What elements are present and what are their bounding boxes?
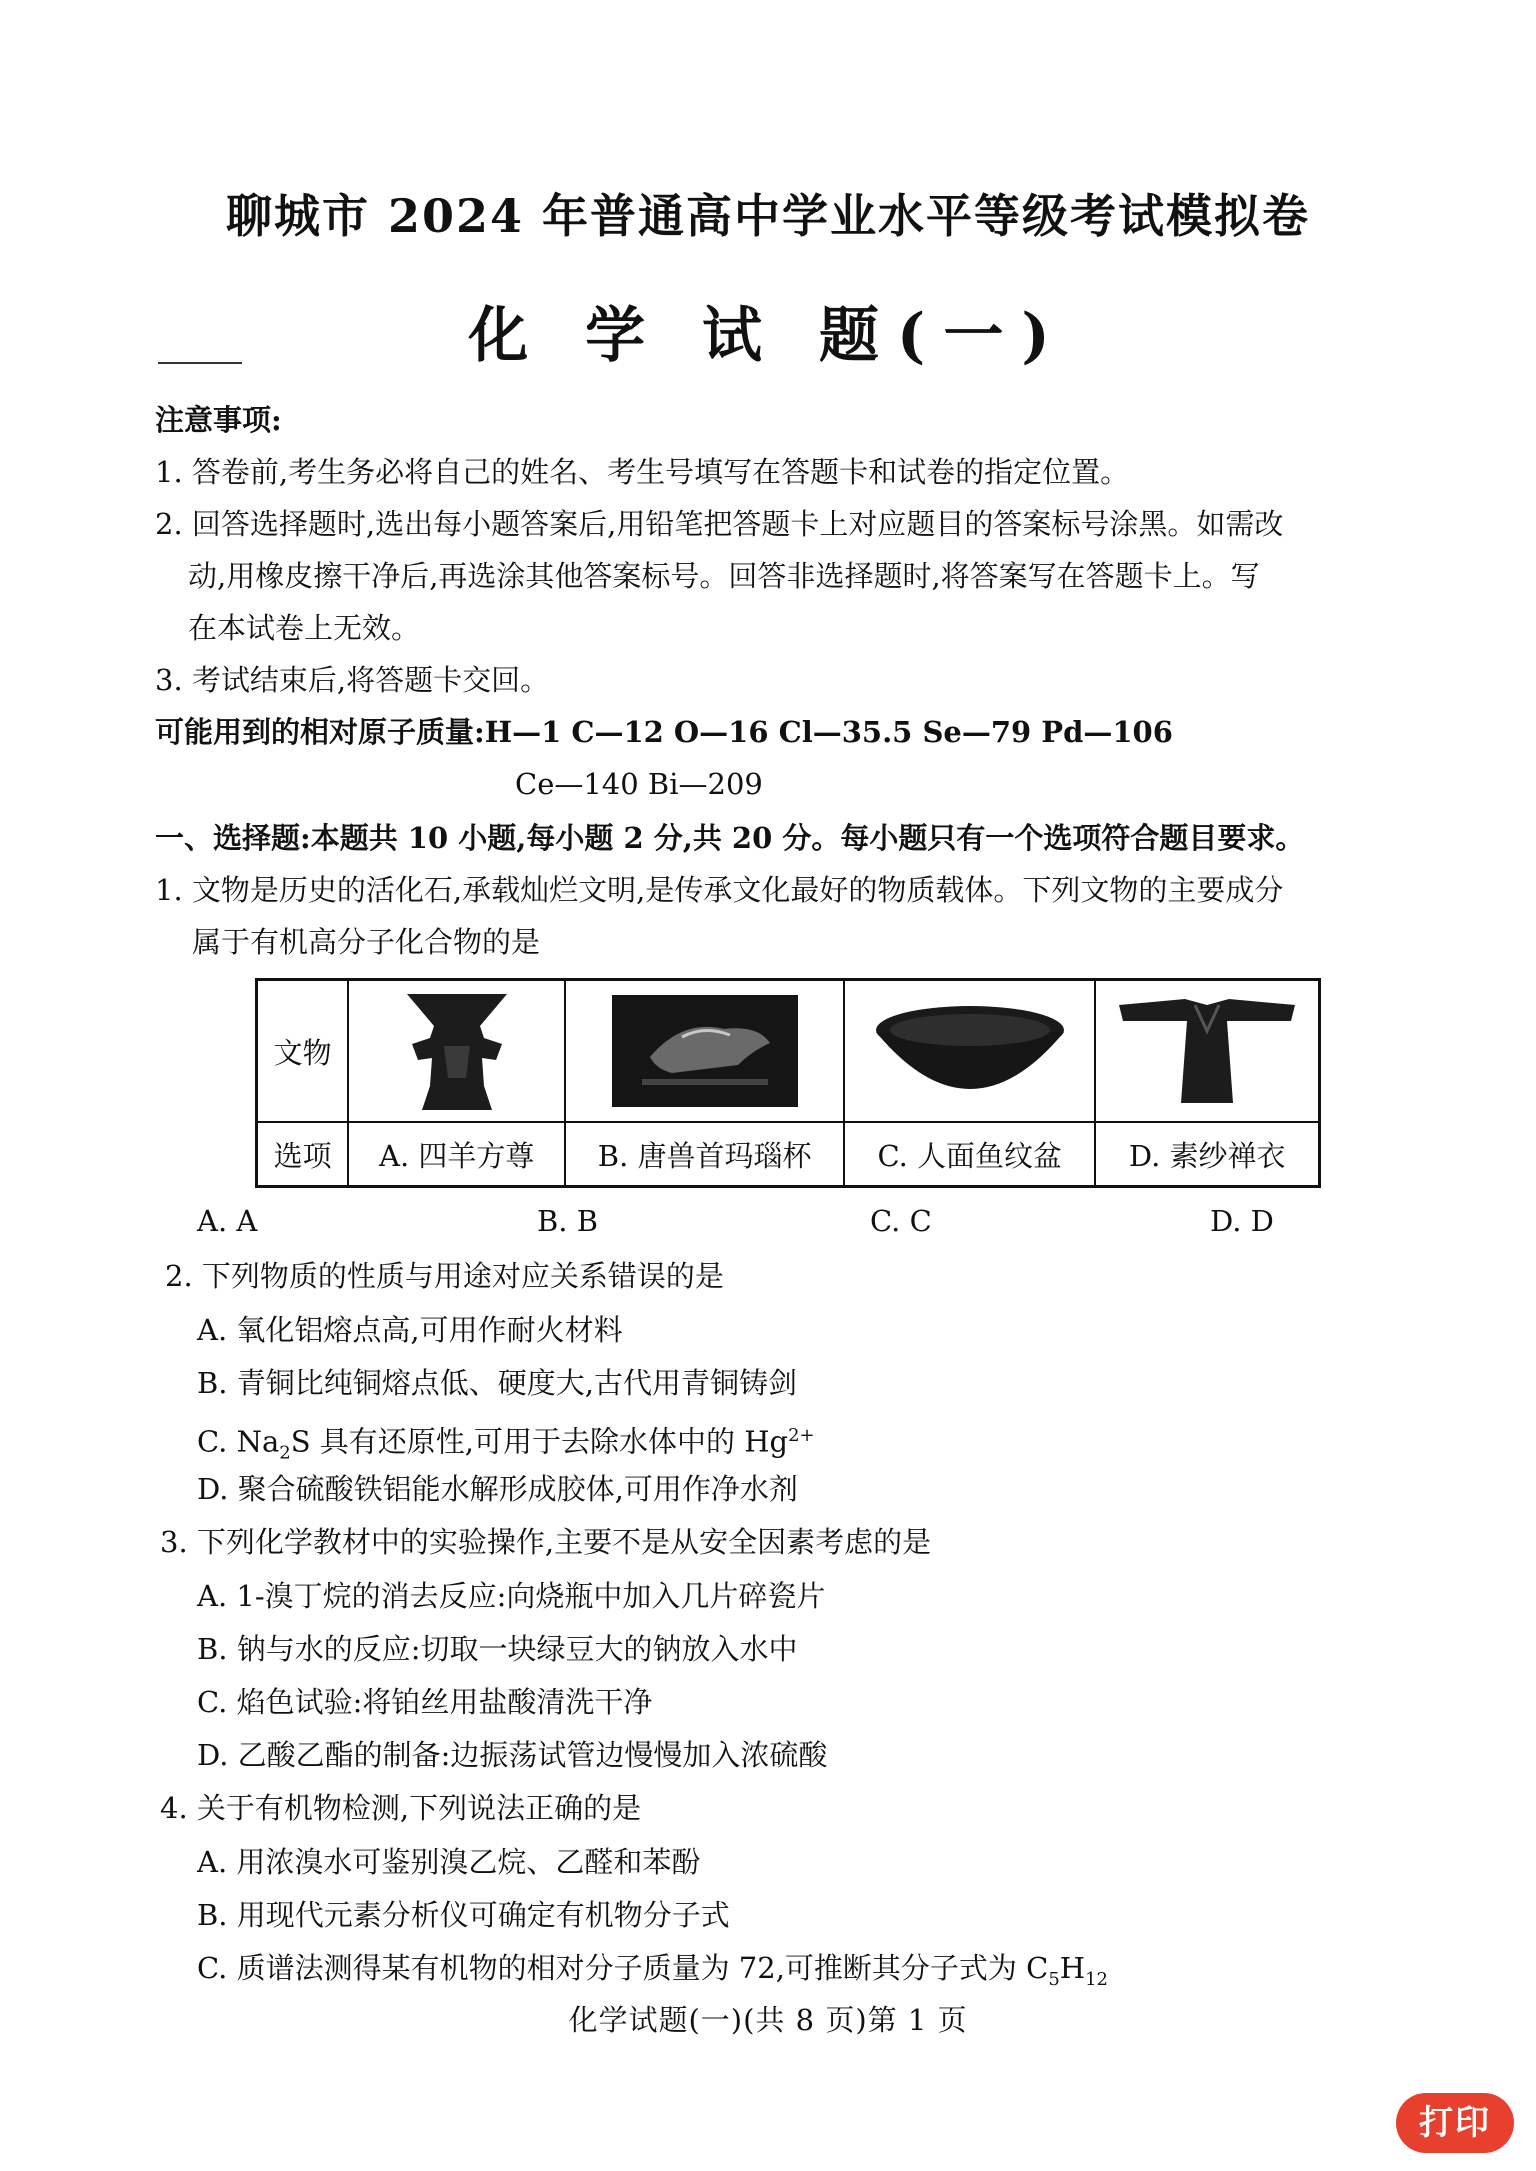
option-row-header: 选项 [257,1122,349,1187]
relic-image-cell-c [844,980,1095,1123]
q2-option-d: D. 聚合硫酸铁铝能水解形成胶体,可用作净水剂 [197,1472,798,1506]
q1-option-d: D. D [1210,1204,1274,1238]
q1-option-a: A. A [197,1204,258,1238]
bronze-zun-image [392,986,522,1116]
print-button[interactable]: 打印 [1396,2093,1514,2153]
q1-stem-line-2: 属于有机高分子化合物的是 [192,925,541,959]
q3-option-a: A. 1-溴丁烷的消去反应:向烧瓶中加入几片碎瓷片 [197,1579,826,1613]
q2-option-c-superscript: 2+ [788,1425,815,1446]
relic-image-cell-d [1095,980,1319,1123]
exam-subtitle: 化 学 试 题(一) [468,301,1068,371]
q3-option-b: B. 钠与水的反应:切取一块绿豆大的钠放入水中 [197,1632,798,1666]
q3-stem: 3. 下列化学教材中的实验操作,主要不是从安全因素考虑的是 [160,1525,932,1559]
q1-option-b: B. B [537,1204,599,1238]
q3-option-d: D. 乙酸乙酯的制备:边振荡试管边慢慢加入浓硫酸 [197,1738,828,1772]
atomic-masses-line-1: 可能用到的相对原子质量:H—1 C—12 O—16 Cl—35.5 Se—79 Pd—106 [155,715,1173,749]
q4-option-c [197,1948,1108,2000]
q1-stem-line-1: 1. 文物是历史的活化石,承载灿烂文明,是传承文化最好的物质载体。下列文物的主要成分 [155,873,1284,907]
painted-basin-image [872,996,1068,1106]
atomic-masses-line-2: Ce—140 Bi—209 [515,767,763,801]
q2-option-c-part-2: S 具有还原性,可用于去除水体中的 Hg [290,1424,789,1459]
notice-item-1: 1. 答卷前,考生务必将自己的姓名、考生号填写在答题卡和试卷的指定位置。 [155,455,1130,489]
page-footer: 化学试题(一)(共 8 页)第 1 页 [568,2003,968,2037]
q2-stem: 2. 下列物质的性质与用途对应关系错误的是 [165,1259,724,1293]
q4-stem: 4. 关于有机物检测,下列说法正确的是 [160,1791,642,1825]
q2-option-b: B. 青铜比纯铜熔点低、硬度大,古代用青铜铸剑 [197,1366,797,1400]
q1-option-c: C. C [870,1204,932,1238]
relic-label-b: B. 唐兽首玛瑙杯 [565,1122,844,1187]
relic-image-cell-b [565,980,844,1123]
q4-option-c-part-1: C. 质谱法测得某有机物的相对分子质量为 72,可推断其分子式为 C [197,1951,1049,1985]
relic-table [255,978,1321,1188]
q4-option-c-subscript-1: 5 [1048,1968,1060,1990]
relic-label-d: D. 素纱禅衣 [1095,1122,1319,1187]
divider [158,362,242,364]
notice-heading: 注意事项: [155,403,282,437]
q4-option-c-part-2: H [1059,1951,1086,1985]
q4-option-a: A. 用浓溴水可鉴别溴乙烷、乙醛和苯酚 [197,1845,701,1879]
relic-label-c: C. 人面鱼纹盆 [844,1122,1095,1187]
q4-option-c-subscript-2: 12 [1085,1968,1108,1990]
exam-title: 聊城市 2024 年普通高中学业水平等级考试模拟卷 [225,189,1311,243]
relic-image-cell-a [348,980,565,1123]
q4-option-b: B. 用现代元素分析仪可确定有机物分子式 [197,1898,730,1932]
notice-item-2-line-3: 在本试卷上无效。 [188,611,421,645]
agate-cup-image [612,995,798,1107]
relic-row-header: 文物 [257,980,349,1123]
q2-option-c [197,1416,815,1473]
q3-option-c: C. 焰色试验:将铂丝用盐酸清洗干净 [197,1685,653,1719]
q2-option-c-subscript: 2 [279,1442,291,1464]
q2-option-a: A. 氧化铝熔点高,可用作耐火材料 [197,1313,623,1347]
notice-item-2-line-2: 动,用橡皮擦干净后,再选涂其他答案标号。回答非选择题时,将答案写在答题卡上。写 [188,559,1260,593]
silk-robe-image [1115,991,1299,1111]
section-1-heading: 一、选择题:本题共 10 小题,每小题 2 分,共 20 分。每小题只有一个选项符合题目要求。 [155,821,1305,855]
notice-item-2-line-1: 2. 回答选择题时,选出每小题答案后,用铅笔把答题卡上对应题目的答案标号涂黑。如需改 [155,507,1284,541]
notice-item-3: 3. 考试结束后,将答题卡交回。 [155,663,550,697]
relic-label-a: A. 四羊方尊 [348,1122,565,1187]
q2-option-c-part-1: C. Na [197,1424,280,1459]
